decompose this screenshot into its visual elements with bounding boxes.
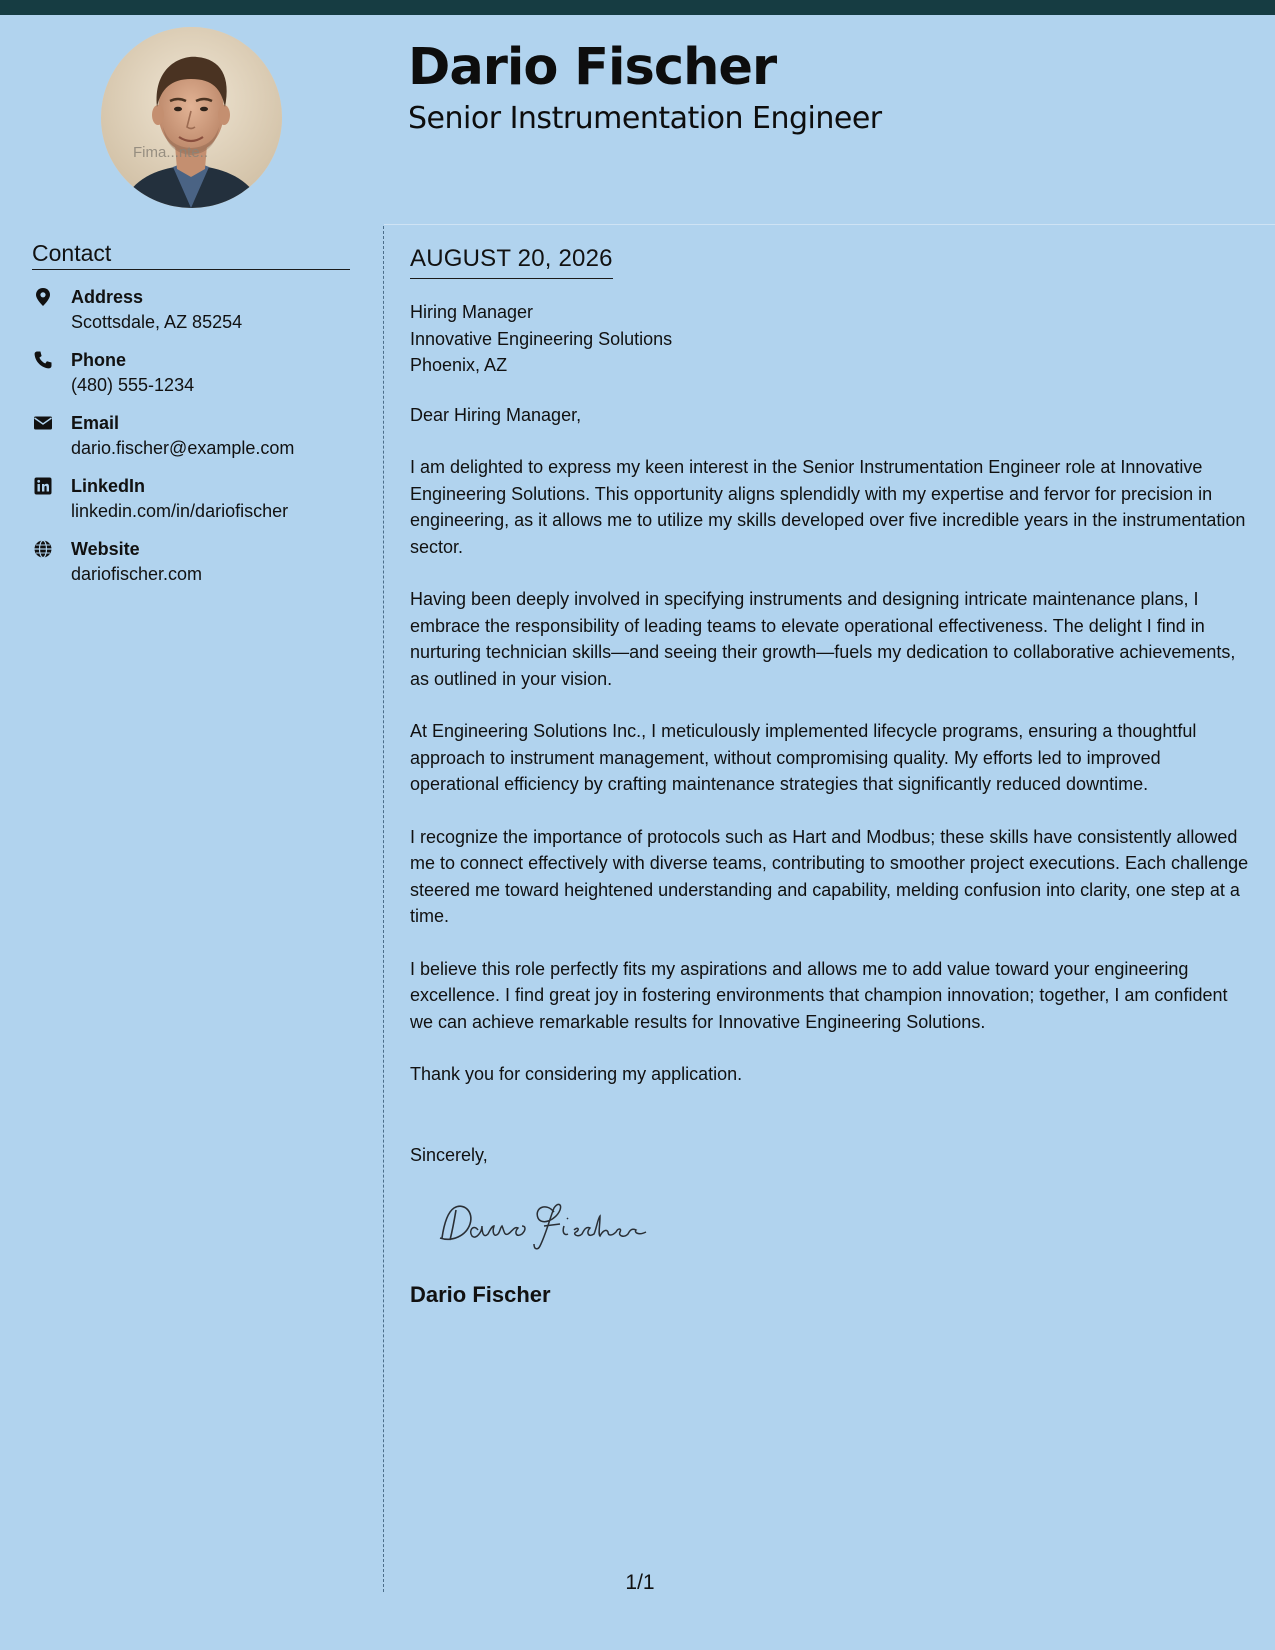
recipient-line: Phoenix, AZ xyxy=(410,355,508,375)
contact-label-phone: Phone xyxy=(71,350,127,370)
header-divider-line xyxy=(384,224,1275,225)
phone-icon xyxy=(33,350,53,370)
letter-paragraph: Having been deeply involved in specifying instruments and designing intricate maintenance plans, I embrace the responsibility of leading teams to elevate operational effectiveness. The delight I find in nurturing technician skills—and seeing their growth—fuels my dedication to collaborative achievements, as outlined in your vision. xyxy=(410,589,1236,689)
signed-name: Dario Fischer xyxy=(410,1282,551,1307)
contact-item-linkedin xyxy=(32,474,362,537)
contact-label-linkedin: LinkedIn xyxy=(71,476,146,496)
page-number: 1/1 xyxy=(625,1571,655,1594)
contact-item-website xyxy=(32,537,362,600)
letter-paragraph: Thank you for considering my application. xyxy=(410,1064,743,1084)
letter-body xyxy=(410,244,1250,1309)
contact-heading: Contact xyxy=(32,240,350,270)
letter-date: AUGUST 20, 2026 xyxy=(410,244,613,279)
contact-item-email xyxy=(32,411,362,474)
contact-label-website: Website xyxy=(71,539,140,559)
map-pin-icon xyxy=(33,287,53,307)
signature-text: Dario Fischer xyxy=(434,1194,440,1195)
top-accent-bar xyxy=(0,0,1275,15)
contact-item-address xyxy=(32,285,362,348)
contact-value-linkedin[interactable]: linkedin.com/in/dariofischer xyxy=(71,501,289,521)
contact-value-email[interactable]: dario.fischer@example.com xyxy=(71,438,295,458)
closing: Sincerely, xyxy=(410,1144,488,1165)
letter-paragraph: I believe this role perfectly fits my aspirations and allows me to add value toward your engineering excellence. I find great joy in fostering environments that champion innovation; together, I am confident we can achieve remarkable results for Innovative Engineering Solutions. xyxy=(410,958,1228,1032)
contact-item-phone xyxy=(32,348,362,411)
letter-paragraph: I am delighted to express my keen interest in the Senior Instrumentation Engineer role at Innovative Engineering Solutions. This opportunity aligns splendidly with my expertise and fervor for precision in engineering, as it allows me to utilize my skills developed over five incredible years in the instrumentation sector. xyxy=(410,457,1246,557)
candidate-job-title: Senior Instrumentation Engineer xyxy=(408,101,882,136)
contact-value-website[interactable]: dariofischer.com xyxy=(71,564,203,584)
recipient-line: Hiring Manager xyxy=(410,302,534,322)
profile-photo xyxy=(101,27,282,208)
linkedin-icon xyxy=(33,476,53,496)
letter-paragraph: I recognize the importance of protocols such as Hart and Modbus; these skills have consistently allowed me to connect effectively with diverse teams, contributing to smoother project executions. Each challenge steered me toward heightened understanding and capability, melding confusion into clarity, one step at a time. xyxy=(410,826,1249,926)
contact-list xyxy=(32,285,362,600)
photo-watermark-text: Fima...nte.. xyxy=(133,144,209,161)
contact-value-address: Scottsdale, AZ 85254 xyxy=(71,312,243,332)
recipient-line: Innovative Engineering Solutions xyxy=(410,328,673,349)
recipient-block xyxy=(410,299,1250,379)
candidate-name: Dario Fischer xyxy=(408,38,777,97)
envelope-icon xyxy=(33,413,53,433)
handwritten-signature xyxy=(434,1194,654,1254)
salutation: Dear Hiring Manager, xyxy=(410,404,582,425)
contact-value-phone: (480) 555-1234 xyxy=(71,375,195,395)
letter-paragraph: At Engineering Solutions Inc., I meticulously implemented lifecycle programs, ensuring a thoughtful approach to instrument management, without compromising quality. My efforts led to improved operational efficiency by crafting maintenance strategies that significantly reduced downtime. xyxy=(410,721,1197,794)
contact-label-address: Address xyxy=(71,287,144,307)
column-divider xyxy=(383,226,384,1592)
contact-label-email: Email xyxy=(71,413,120,433)
globe-icon xyxy=(33,539,53,559)
